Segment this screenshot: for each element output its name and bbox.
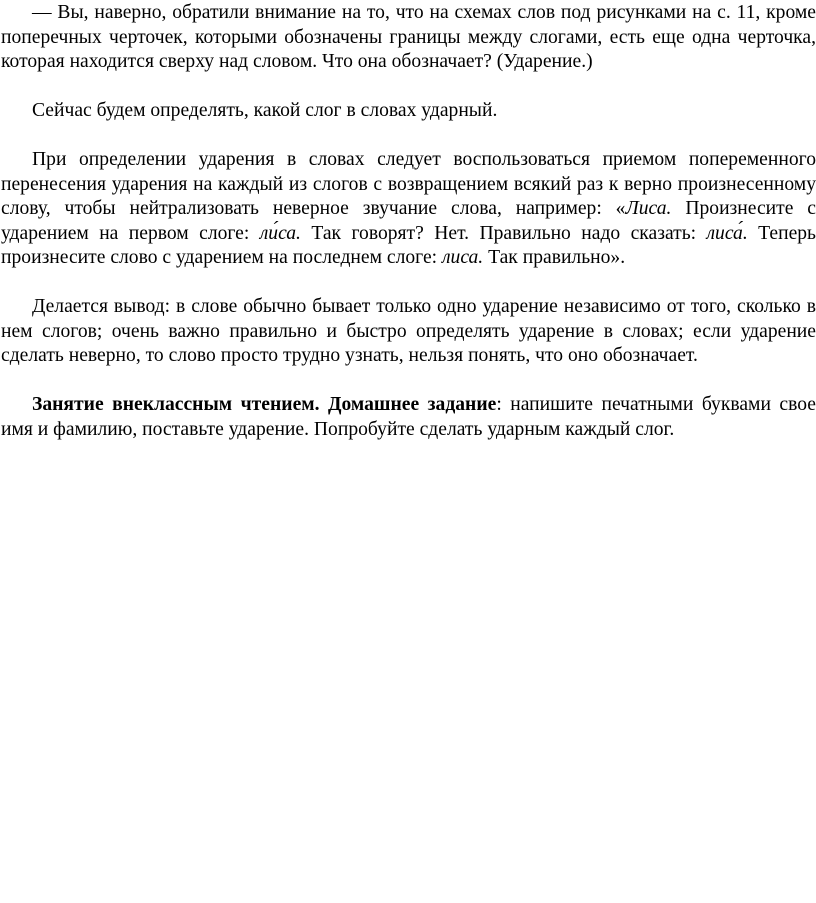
method-text-part-5: Так правильно». xyxy=(483,247,626,268)
heading-extracurricular-reading: Занятие внеклассным чтением. xyxy=(32,394,320,415)
paragraph-text: Делается вывод: в слове обычно бывает только одно ударение независимо от того, сколько в нем слогов; очень важно правильно и быстро определять ударение в словах; если ударение сделать неверно, то слово просто трудно узнать, нельзя понять, что оно обозначает. xyxy=(1,296,816,366)
heading-homework: Домашнее задание xyxy=(328,394,497,415)
document-page xyxy=(0,0,816,442)
paragraph-text: Сейчас будем определять, какой слог в словах ударный. xyxy=(32,100,498,121)
example-word-lisa-final: лиса. xyxy=(441,247,484,268)
paragraph-text: — Вы, наверно, обратили внимание на то, что на схемах слов под рисунками на с. 11, кроме поперечных черточек, которыми обозначены границы между слогами, есть еще одна черточка, которая находится сверху над словом. Что она обозначает? (Ударение.) xyxy=(1,2,816,72)
paragraph-conclusion xyxy=(1,295,816,369)
example-word-lisa-last-stress: лиса́. xyxy=(706,222,748,244)
example-word-lisa-first-stress: ли́са. xyxy=(259,222,301,244)
paragraph-question-accent xyxy=(1,1,816,75)
paragraph-stressed-syllable xyxy=(1,99,816,124)
method-text-part-2: Произнесите с ударением на первом слоге: xyxy=(1,198,816,244)
homework-text: : напишите печатными буквами свое имя и фамилию, поставьте ударение. Попробуйте сделать ударным каждый слог. xyxy=(1,394,816,440)
spacer xyxy=(320,394,329,415)
method-text-part-1: При определении ударения в словах следует воспользоваться приемом попеременного перенесения ударения на каждый из слогов с возвращением всякий раз к верно произнесенному слову, чтобы нейтрализовать неверное звучание слова, например: « xyxy=(1,149,816,219)
method-text-part-4: Теперь произнесите слово с ударением на последнем слоге: xyxy=(1,222,816,268)
paragraph-homework xyxy=(1,393,816,442)
method-text-part-3: Так говорят? Нет. Правильно надо сказать: xyxy=(300,222,707,244)
example-word-lisa: Лиса. xyxy=(625,198,672,219)
paragraph-method xyxy=(1,148,816,271)
